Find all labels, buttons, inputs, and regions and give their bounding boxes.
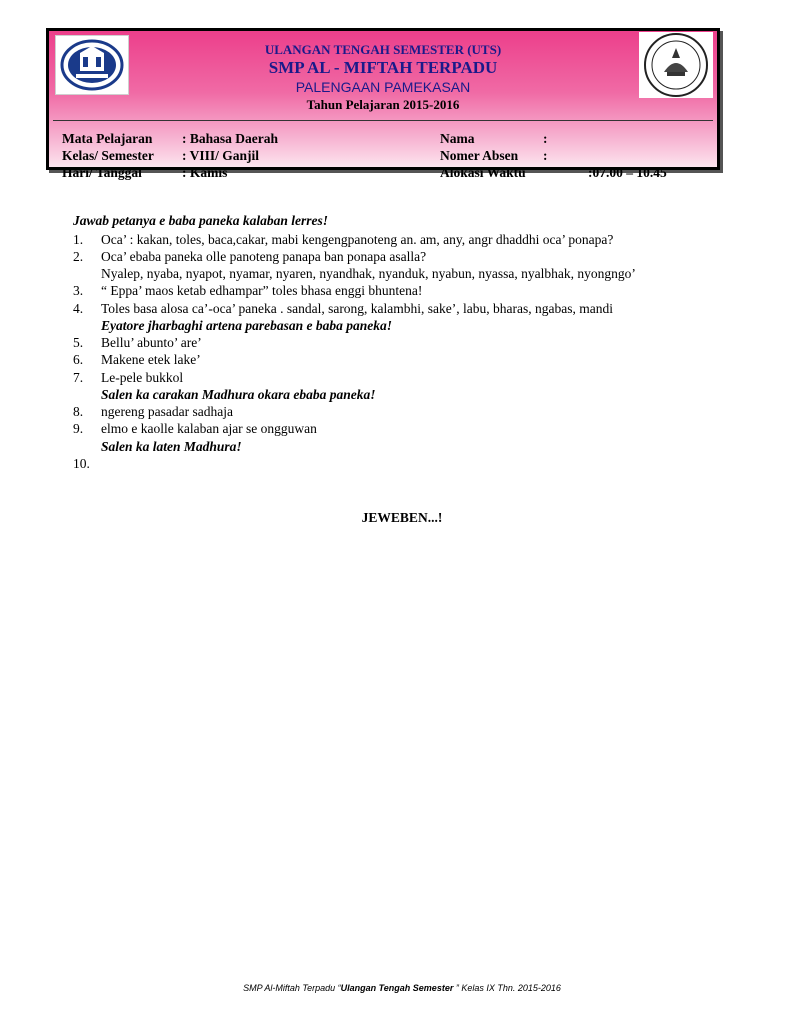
absen-value: : (543, 148, 548, 163)
instruction-4: Salen ka laten Madhura! (101, 439, 242, 454)
header-divider (53, 120, 713, 121)
day-value: : Kamis (182, 165, 228, 180)
class-label: Kelas/ Semester (62, 148, 154, 163)
subject-value: : Bahasa Daerah (182, 131, 279, 146)
question-4: Toles basa alosa ca’-oca’ paneka . sandal, sarong, kalambhi, sake’, labu, bharas, ngabas, mandi (101, 301, 613, 316)
question-number: 9. (73, 421, 84, 436)
name-label: Nama (440, 131, 475, 146)
school-location: PALENGAAN PAMEKASAN (295, 79, 471, 95)
question-1: Oca’ : kakan, toles, baca,cakar, mabi kengengpanoteng an. am, any, angr dhaddhi oca’ ponapa? (101, 232, 614, 247)
class-value: : VIII/ Ganjil (182, 148, 260, 163)
question-number: 4. (73, 301, 84, 316)
question-7: Le-pele bukkol (101, 370, 184, 385)
question-2: Oca’ ebaba paneka olle panoteng panapa ban ponapa asalla? (101, 249, 427, 264)
question-number: 6. (73, 352, 84, 367)
instruction-2: Eyatore jharbaghi artena parebasan e baba paneka! (101, 318, 393, 333)
time-label: Alokasi Waktu (440, 165, 526, 180)
question-2-words: Nyalep, nyaba, nyapot, nyamar, nyaren, nyandhak, nyanduk, nyabun, nyassa, nyalbhak, nyongngo’ (101, 266, 636, 281)
question-number: 5. (73, 335, 84, 350)
question-6: Makene etek lake’ (101, 352, 201, 367)
day-label: Hari/ Tanggal (62, 165, 142, 180)
question-8: ngereng pasadar sadhaja (101, 404, 233, 419)
question-number: 3. (73, 283, 84, 298)
footer-exam: Ulangan Tengah Semester (340, 983, 454, 993)
answer-section-title: JEWEBEN...! (361, 510, 443, 525)
question-9: elmo e kaolle kalaban ajar se ongguwan (101, 421, 317, 436)
subject-label: Mata Pelajaran (62, 131, 153, 146)
academic-year: Tahun Pelajaran 2015-2016 (306, 97, 460, 112)
page-footer (0, 983, 804, 993)
exam-title: ULANGAN TENGAH SEMESTER (UTS) (264, 42, 502, 57)
instruction-3: Salen ka carakan Madhura okara ebaba paneka! (101, 387, 376, 402)
question-number: 2. (73, 249, 84, 264)
question-5: Bellu’ abunto’ are’ (101, 335, 202, 350)
instruction-1: Jawab petanya e baba paneka kalaban lerres! (73, 213, 328, 228)
footer-class: ” Kelas IX Thn. 2015-2016 (453, 983, 561, 993)
time-value: :07.00 – 10.45 (588, 165, 667, 180)
question-number: 1. (73, 232, 84, 247)
question-number: 8. (73, 404, 84, 419)
question-number: 10. (73, 456, 90, 471)
exam-header (46, 28, 720, 180)
question-3: “ Eppa’ maos ketab edhampar” toles bhasa enggi bhuntena! (101, 283, 423, 298)
school-name: SMP AL - MIFTAH TERPADU (268, 58, 498, 77)
absen-label: Nomer Absen (440, 148, 519, 163)
question-number: 7. (73, 370, 84, 385)
footer-school: SMP Al-Miftah Terpadu “ (243, 983, 341, 993)
name-value: : (543, 131, 548, 146)
